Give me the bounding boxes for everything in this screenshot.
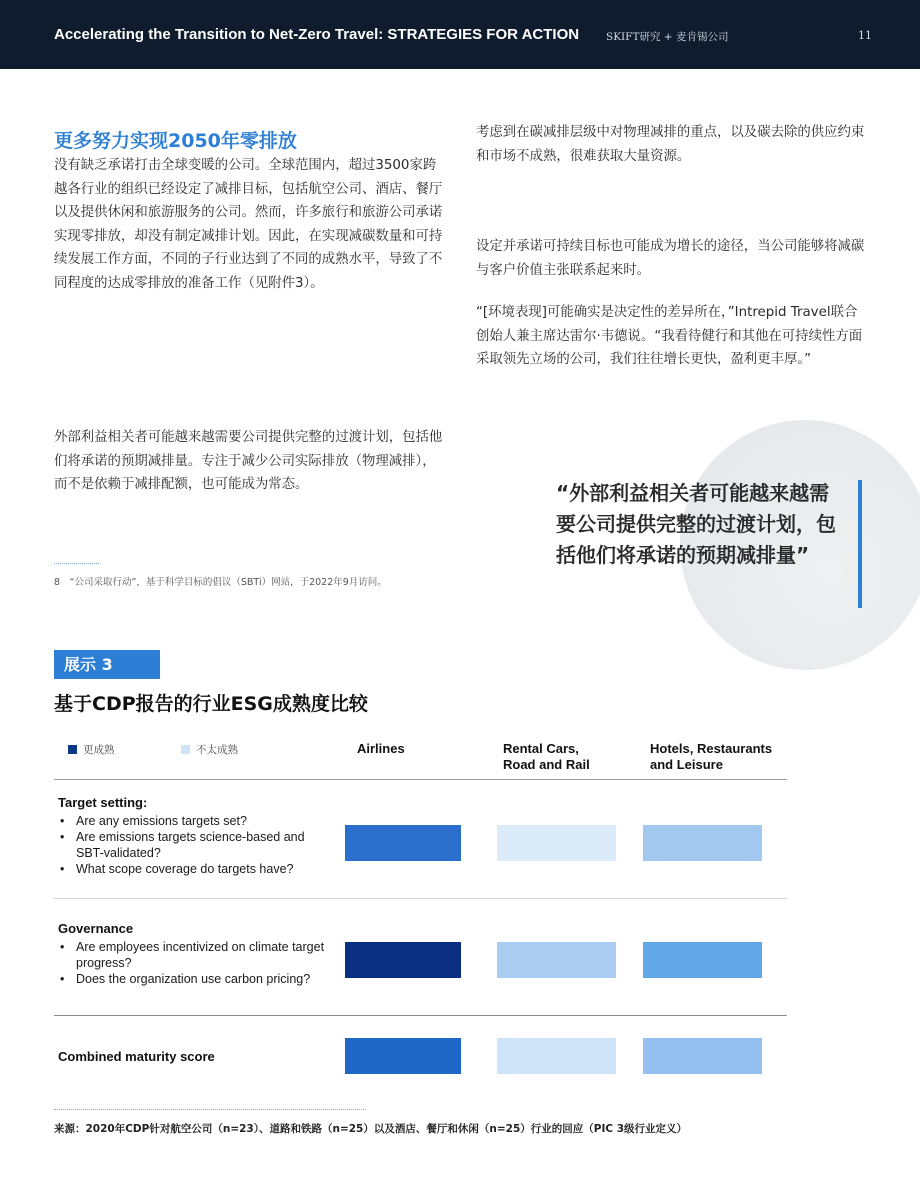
document-title: Accelerating the Transition to Net-Zero Travel: STRATEGIES FOR ACTION (54, 26, 580, 43)
maturity-cell-target-hotels (643, 825, 762, 861)
maturity-cell-target-rental (497, 825, 616, 861)
combined-score-rule (54, 1015, 787, 1016)
pull-quote: “外部利益相关者可能越来越需要公司提供完整的过渡计划，包括他们将承诺的预期减排量” (556, 481, 836, 567)
list-item: • Are any emissions targets set? (58, 813, 328, 829)
maturity-cell-combined-airlines (345, 1038, 461, 1074)
legend-label-more-mature: 更成熟 (83, 744, 115, 756)
row-title-governance: Governance (58, 921, 134, 936)
exhibit-tag: 展示 3 (54, 650, 160, 679)
list-item: • Does the organization use carbon pricing? (58, 971, 328, 987)
maturity-cell-combined-hotels (643, 1038, 762, 1074)
source-note: 来源：2020年CDP针对航空公司（n=23）、道路和铁路（n=25）以及酒店、餐厅和休闲（n=25）行业的回应（PIC 3级行业定义） (54, 1123, 688, 1135)
maturity-cell-governance-rental (497, 942, 616, 978)
maturity-cell-target-airlines (345, 825, 461, 861)
page-number: 11 (858, 29, 872, 42)
list-item: • Are employees incentivized on climate target progress? (58, 939, 328, 971)
maturity-cell-governance-airlines (345, 942, 461, 978)
legend-swatch-more-mature (68, 745, 77, 754)
row-title-target-setting: Target setting: (58, 795, 148, 810)
exhibit-title: 基于CDP报告的行业ESG成熟度比较 (54, 693, 368, 715)
page-header (0, 0, 920, 69)
body-paragraph-5: “[环境表现]可能确实是决定性的差异所在，”Intrepid Travel联合创始人兼主席达雷尔·韦德说。“我看待健行和其他在可持续性方面采取领先立场的公司，我们往往增长更快，盈利更丰厚。” (476, 305, 863, 367)
pull-quote-accent-bar (858, 480, 862, 608)
table-header-rule (54, 779, 787, 780)
maturity-cell-combined-rental (497, 1038, 616, 1074)
row-title-combined-score: Combined maturity score (58, 1049, 215, 1064)
list-item: • Are emissions targets science-based and SBT-validated? (58, 829, 328, 861)
body-paragraph-1: 没有缺乏承诺打击全球变暖的公司。全球范围内，超过3500家跨越各行业的组织已经设定了减排目标，包括航空公司、酒店、餐厅以及提供休闲和旅游服务的公司。然而，许多旅行和旅游公司承诺实现零排放，却没有制定减排计划。因此，在实现减碳数量和可持续发展工作方面，不同的子行业达到了不同的成熟水平，导致了不同程度的达成零排放的准备工作（见附件3）。 (54, 158, 443, 291)
row-bullets-target-setting (58, 813, 328, 877)
column-header-line: Rental Cars, (503, 741, 579, 756)
column-header-hotels (650, 741, 772, 773)
column-header-rental-cars (503, 741, 590, 773)
column-header-line: Hotels, Restaurants (650, 741, 773, 756)
column-header-line: Airlines (357, 741, 405, 756)
column-header-airlines (357, 741, 405, 757)
row-bullets-governance (58, 939, 328, 987)
column-header-line: Road and Rail (503, 757, 590, 772)
maturity-cell-governance-hotels (643, 942, 762, 978)
row-divider (54, 898, 787, 899)
legend-label-less-mature: 不太成熟 (196, 744, 238, 756)
publisher-brand: SKIFT研究 + 麦肯锡公司 (606, 31, 729, 43)
legend-swatch-less-mature (181, 745, 190, 754)
footnote-divider (54, 563, 99, 564)
body-paragraph-3: 考虑到在碳减排层级中对物理减排的重点，以及碳去除的供应约束和市场不成熟，很难获取大量资源。 (476, 125, 865, 164)
footnote: 8 “公司采取行动”，基于科学目标的倡议（SBTi）网站，于2022年9月访问。 (54, 577, 387, 588)
column-header-line: and Leisure (650, 757, 723, 772)
body-paragraph-2: 外部利益相关者可能越来越需要公司提供完整的过渡计划，包括他们将承诺的预期减排量。专注于减少公司实际排放（物理减排），而不是依赖于减排配额，也可能成为常态。 (54, 430, 443, 492)
list-item: • What scope coverage do targets have? (58, 861, 328, 877)
legend-less-mature (181, 742, 238, 757)
source-divider (54, 1109, 366, 1110)
legend-more-mature (68, 742, 115, 757)
body-paragraph-4: 设定并承诺可持续目标也可能成为增长的途径，当公司能够将减碳与客户价值主张联系起来时。 (476, 239, 865, 278)
section-heading: 更多努力实现2050年零排放 (54, 130, 297, 152)
